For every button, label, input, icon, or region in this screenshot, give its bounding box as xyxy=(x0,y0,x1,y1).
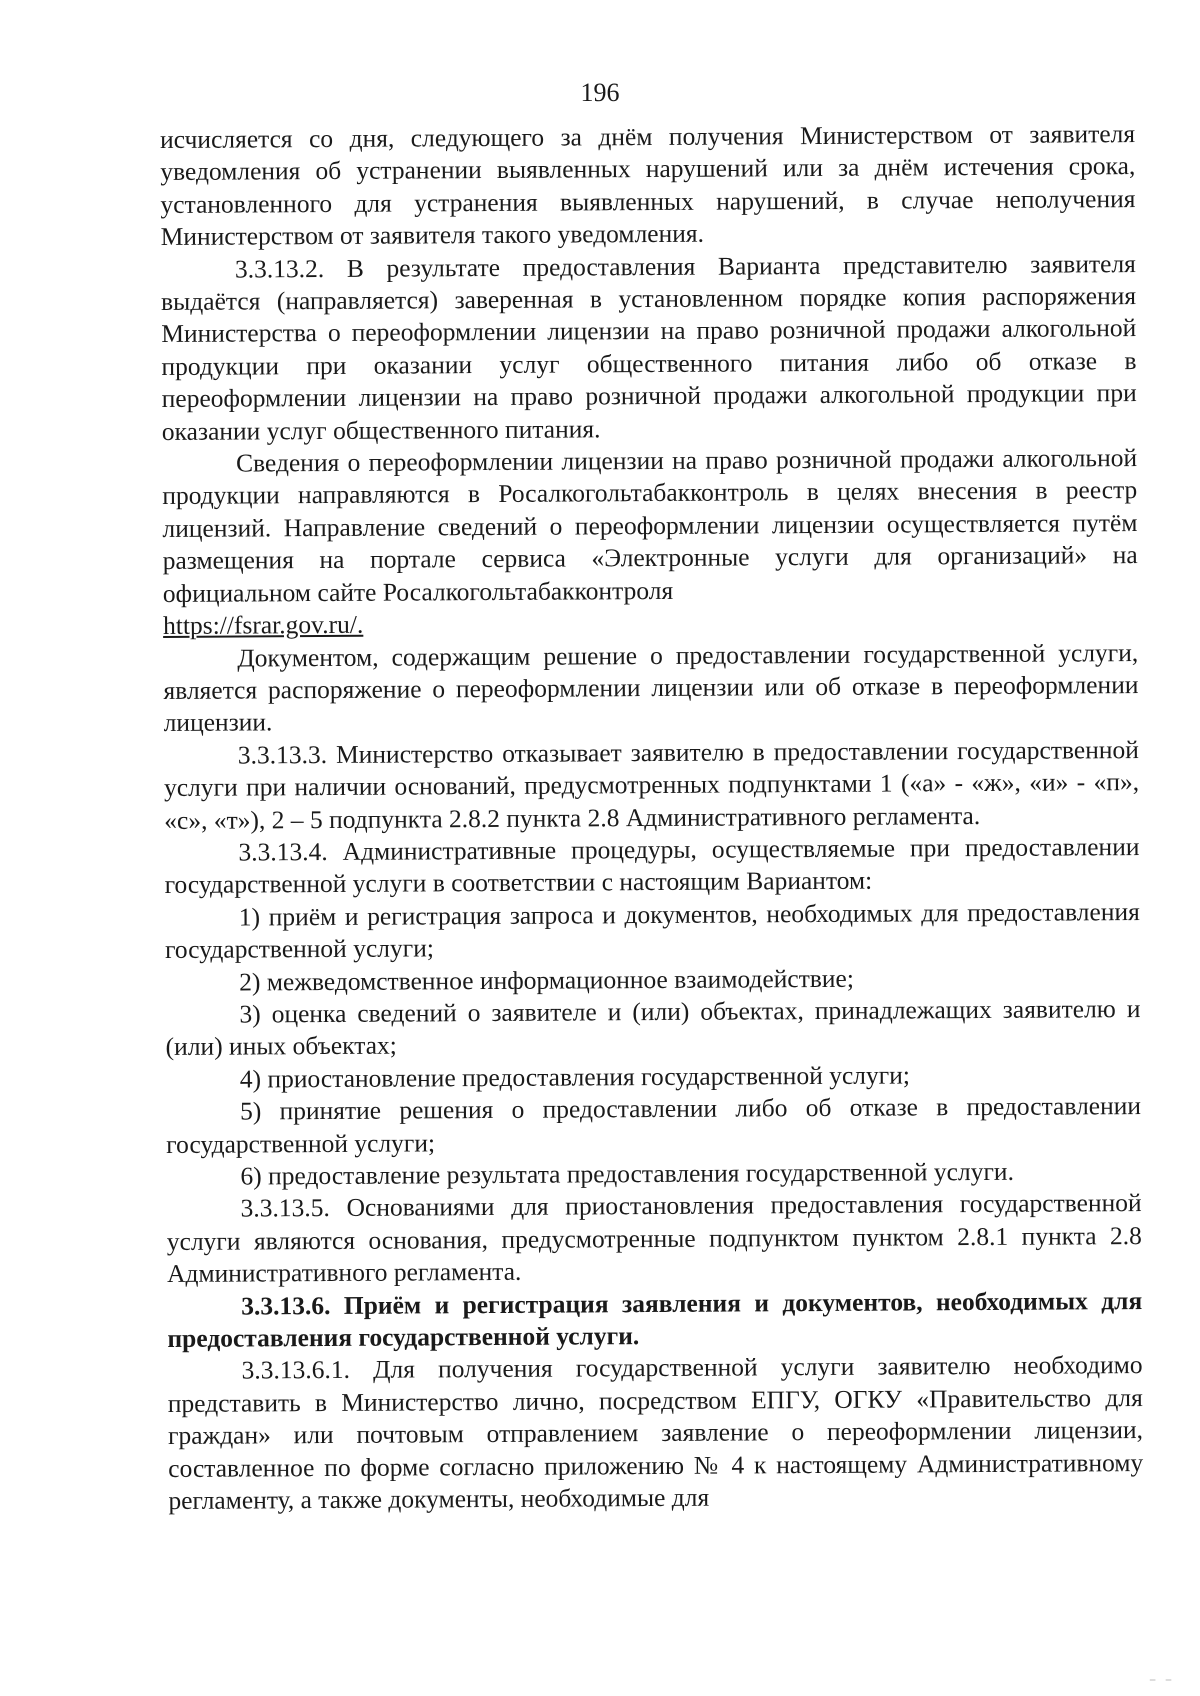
list-item-5: 5) принятие решения о предоставлении либо об отказе в предоставлении государственной услуги; xyxy=(166,1091,1142,1159)
paragraph-3-3-13-5: 3.3.13.5. Основаниями для приостановления предоставления государственной услуги являются основания, предусмотренные подпунктом пунктом 2.8.1 пункта 2.8 Административного регламента. xyxy=(166,1188,1142,1289)
list-item-4: 4) приостановление предоставления государственной услуги; xyxy=(239,1060,911,1094)
paragraph-registry-info: Сведения о переоформлении лицензии на право розничной продажи алкогольной продукции направляются в Росалкогольтабакконтроль в целях внесения в реестр лицензий. Направление сведений о переоформлении лицензии осуществляется путём размещения на портале сервиса «Электронные услуги для организаций» на официальном сайте Росалкогольтабакконтроля xyxy=(162,443,1138,608)
paragraph-continuation: исчисляется со дня, следующего за днём получения Министерством от заявителя уведомления об устранении выявленных нарушений или за днём истечения срока, установленного для устранения выявленных нарушений, в случае неполучения Министерством от заявителя такого уведомления. xyxy=(160,119,1136,252)
page-number: 196 xyxy=(580,78,620,107)
paragraph-3-3-13-6-1: 3.3.13.6.1. Для получения государственной услуги заявителю необходимо представить в Министерство лично, посредством ЕПГУ, ОГКУ «Правительство для граждан» или почтовым отправлением заявление о переоформлении лицензии, составленное по форме согласно приложению № 4 к настоящему Административному регламенту, а также документы, необходимые для xyxy=(167,1350,1144,1516)
paragraph-3-3-13-2: 3.3.13.2. В результате предоставления Варианта представителю заявителя выдаётся (направляется) заверенная в установленном порядке копия распоряжения Министерства о переоформлении лицензии на право розничной продажи алкогольной продукции при оказании услуг общественного питания либо об отказе в переоформлении лицензии на право розничной продажи алкогольной продукции при оказании услуг общественного питания. xyxy=(160,248,1137,446)
list-item-6: 6) предоставление результата предоставления государственной услуги. xyxy=(240,1156,1014,1191)
fsrar-link[interactable]: https://fsrar.gov.ru/. xyxy=(162,609,364,641)
paragraph-decision-document: Документом, содержащим решение о предоставлении государственной услуги, является распоряжение о переоформлении лицензии или об отказе в переоформлении лицензии. xyxy=(163,637,1139,738)
list-item-2: 2) межведомственное информационное взаимодействие; xyxy=(239,963,855,997)
document-body xyxy=(160,118,1143,1517)
paragraph-3-3-13-3: 3.3.13.3. Министерство отказывает заявителю в предоставлении государственной услуги при наличии оснований, предусмотренных подпунктами 1 («а» - «ж», «и» - «п», «с», «т»), 2 – 5 подпункта 2.8.2 пункта 2.8 Административного регламента. xyxy=(163,734,1140,835)
paragraph-3-3-13-4: 3.3.13.4. Административные процедуры, осуществляемые при предоставлении государственной услуги в соответствии с настоящим Вариантом: xyxy=(164,831,1140,900)
scan-edge-mark: – – xyxy=(1149,1672,1172,1688)
section-heading-3-3-13-6: 3.3.13.6. Приём и регистрация заявления и документов, необходимых для предоставления государственной услуги. xyxy=(167,1285,1143,1354)
list-item-1: 1) приём и регистрация запроса и документов, необходимых для предоставления государственной услуги; xyxy=(164,896,1140,965)
list-item-3: 3) оценка сведений о заявителе и (или) объектах, принадлежащих заявителю и (или) иных объектах; xyxy=(165,993,1141,1062)
